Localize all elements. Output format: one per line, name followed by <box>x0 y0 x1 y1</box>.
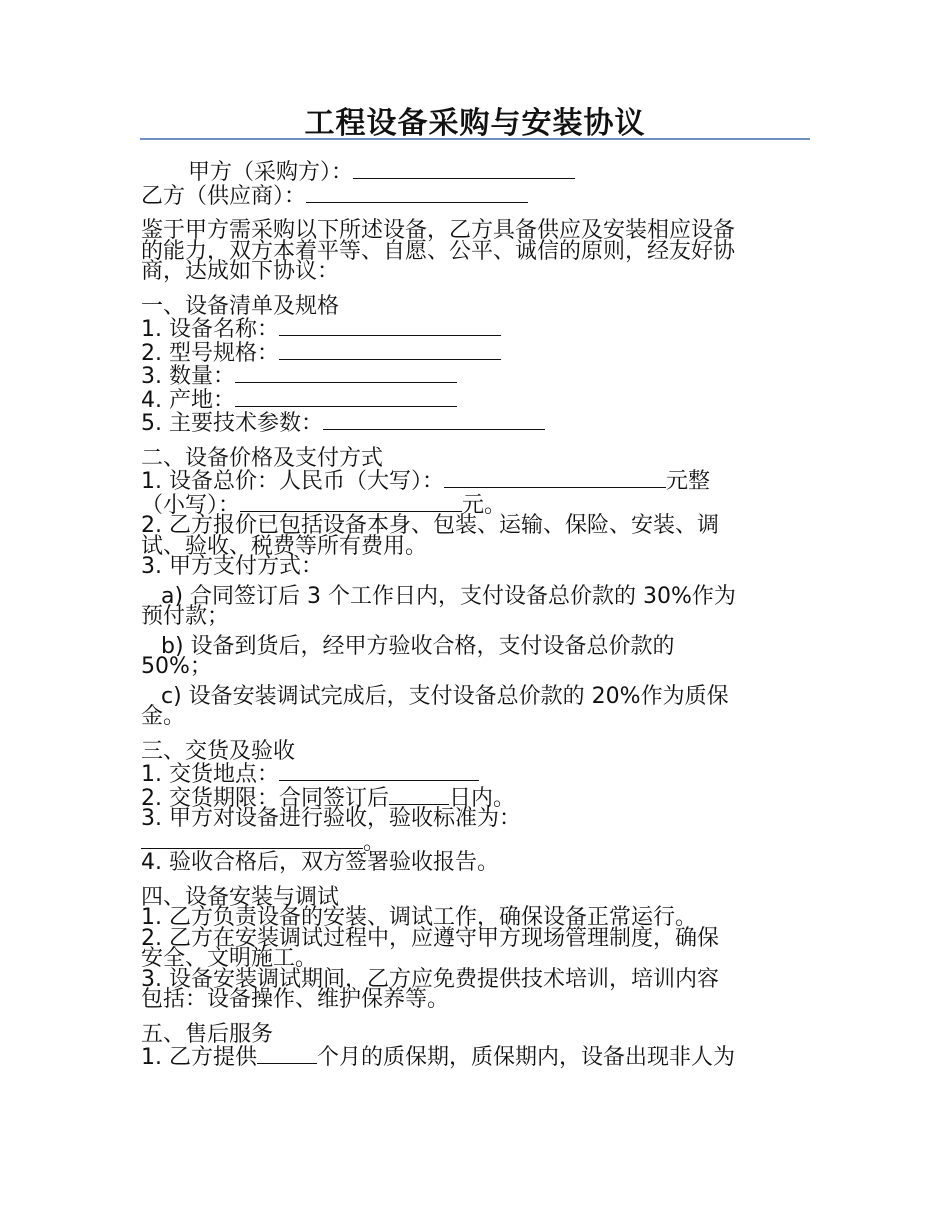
party-a-label: 甲方（采购方）： <box>188 160 354 185</box>
list-item: 5. 主要技术参数： <box>141 411 813 435</box>
fill-blank <box>279 341 501 360</box>
fill-blank <box>141 830 363 849</box>
party-b-blank <box>306 184 528 203</box>
fill-blank <box>389 786 449 805</box>
list-item: 3. 数量： <box>141 364 813 388</box>
title-underline <box>140 138 810 140</box>
list-item: 。 <box>141 830 813 854</box>
document-title: 工程设备采购与安装协议 <box>304 106 646 141</box>
document-body <box>141 160 813 1069</box>
list-item: 50%； <box>141 654 212 679</box>
list-item: 1. 设备总价：人民币（大写）： 元整 <box>141 469 710 494</box>
list-item: 2. 交货期限：合同签订后 日内。 <box>141 785 515 811</box>
list-item: 包括：设备操作、维护保养等。 <box>141 987 450 1012</box>
list-item: 1. 设备名称： <box>141 317 813 341</box>
list-item: 3. 设备安装调试期间，乙方应免费提供技术培训，培训内容 <box>141 966 719 992</box>
list-item: c) 设备安装调试完成后，支付设备总价款的 20%作为质保 <box>161 683 729 709</box>
fill-blank <box>257 1045 317 1064</box>
list-item: 安全、文明施工。 <box>141 946 318 971</box>
list-item: 金。 <box>141 704 186 729</box>
list-item: 1. 交货地点： <box>141 762 813 786</box>
preamble-line: 鉴于甲方需采购以下所述设备，乙方具备供应及安装相应设备 <box>141 218 736 243</box>
list-item: 3. 甲方对设备进行验收，验收标准为： <box>141 806 521 831</box>
fill-blank <box>235 388 457 407</box>
section-heading: 一、设备清单及规格 <box>141 293 340 319</box>
fill-blank <box>279 317 501 336</box>
list-item: 1. 乙方负责设备的安装、调试工作，确保设备正常运行。 <box>141 905 697 930</box>
section-heading: 二、设备价格及支付方式 <box>141 445 384 471</box>
section-heading: 四、设备安装与调试 <box>141 884 340 910</box>
fill-blank <box>444 469 666 488</box>
list-item: 预付款； <box>141 604 230 629</box>
party-b-label: 乙方（供应商）： <box>141 183 307 209</box>
party-a-blank <box>353 160 575 179</box>
fill-blank <box>240 493 462 512</box>
section-heading: 五、售后服务 <box>141 1021 274 1047</box>
fill-blank <box>279 762 479 781</box>
section-heading: 三、交货及验收 <box>141 738 296 764</box>
list-item: （小写）： 元。 <box>141 492 507 518</box>
list-item: 1. 乙方提供 个月的质保期，质保期内，设备出现非人为 <box>141 1045 735 1070</box>
list-item: 4. 产地： <box>141 388 813 412</box>
list-item: b) 设备到货后，经甲方验收合格，支付设备总价款的 <box>161 633 675 659</box>
list-item: 3. 甲方支付方式： <box>141 554 323 579</box>
list-item: a) 合同签订后 3 个工作日内，支付设备总价款的 30%作为 <box>161 583 736 609</box>
party-a-line <box>141 160 813 184</box>
list-item: 试、验收、税费等所有费用。 <box>141 533 428 559</box>
list-item: 2. 型号规格： <box>141 341 813 365</box>
fill-blank <box>235 364 457 383</box>
party-b-line <box>141 184 813 208</box>
preamble-line: 商，达成如下协议： <box>141 259 340 284</box>
list-item: 2. 乙方在安装调试过程中，应遵守甲方现场管理制度，确保 <box>141 925 719 951</box>
fill-blank <box>323 411 545 430</box>
list-item: 2. 乙方报价已包括设备本身、包装、运输、保险、安装、调 <box>141 513 719 538</box>
preamble-line: 的能力，双方本着平等、自愿、公平、诚信的原则，经友好协 <box>141 238 736 264</box>
list-item: 4. 验收合格后，双方签署验收报告。 <box>141 850 499 875</box>
